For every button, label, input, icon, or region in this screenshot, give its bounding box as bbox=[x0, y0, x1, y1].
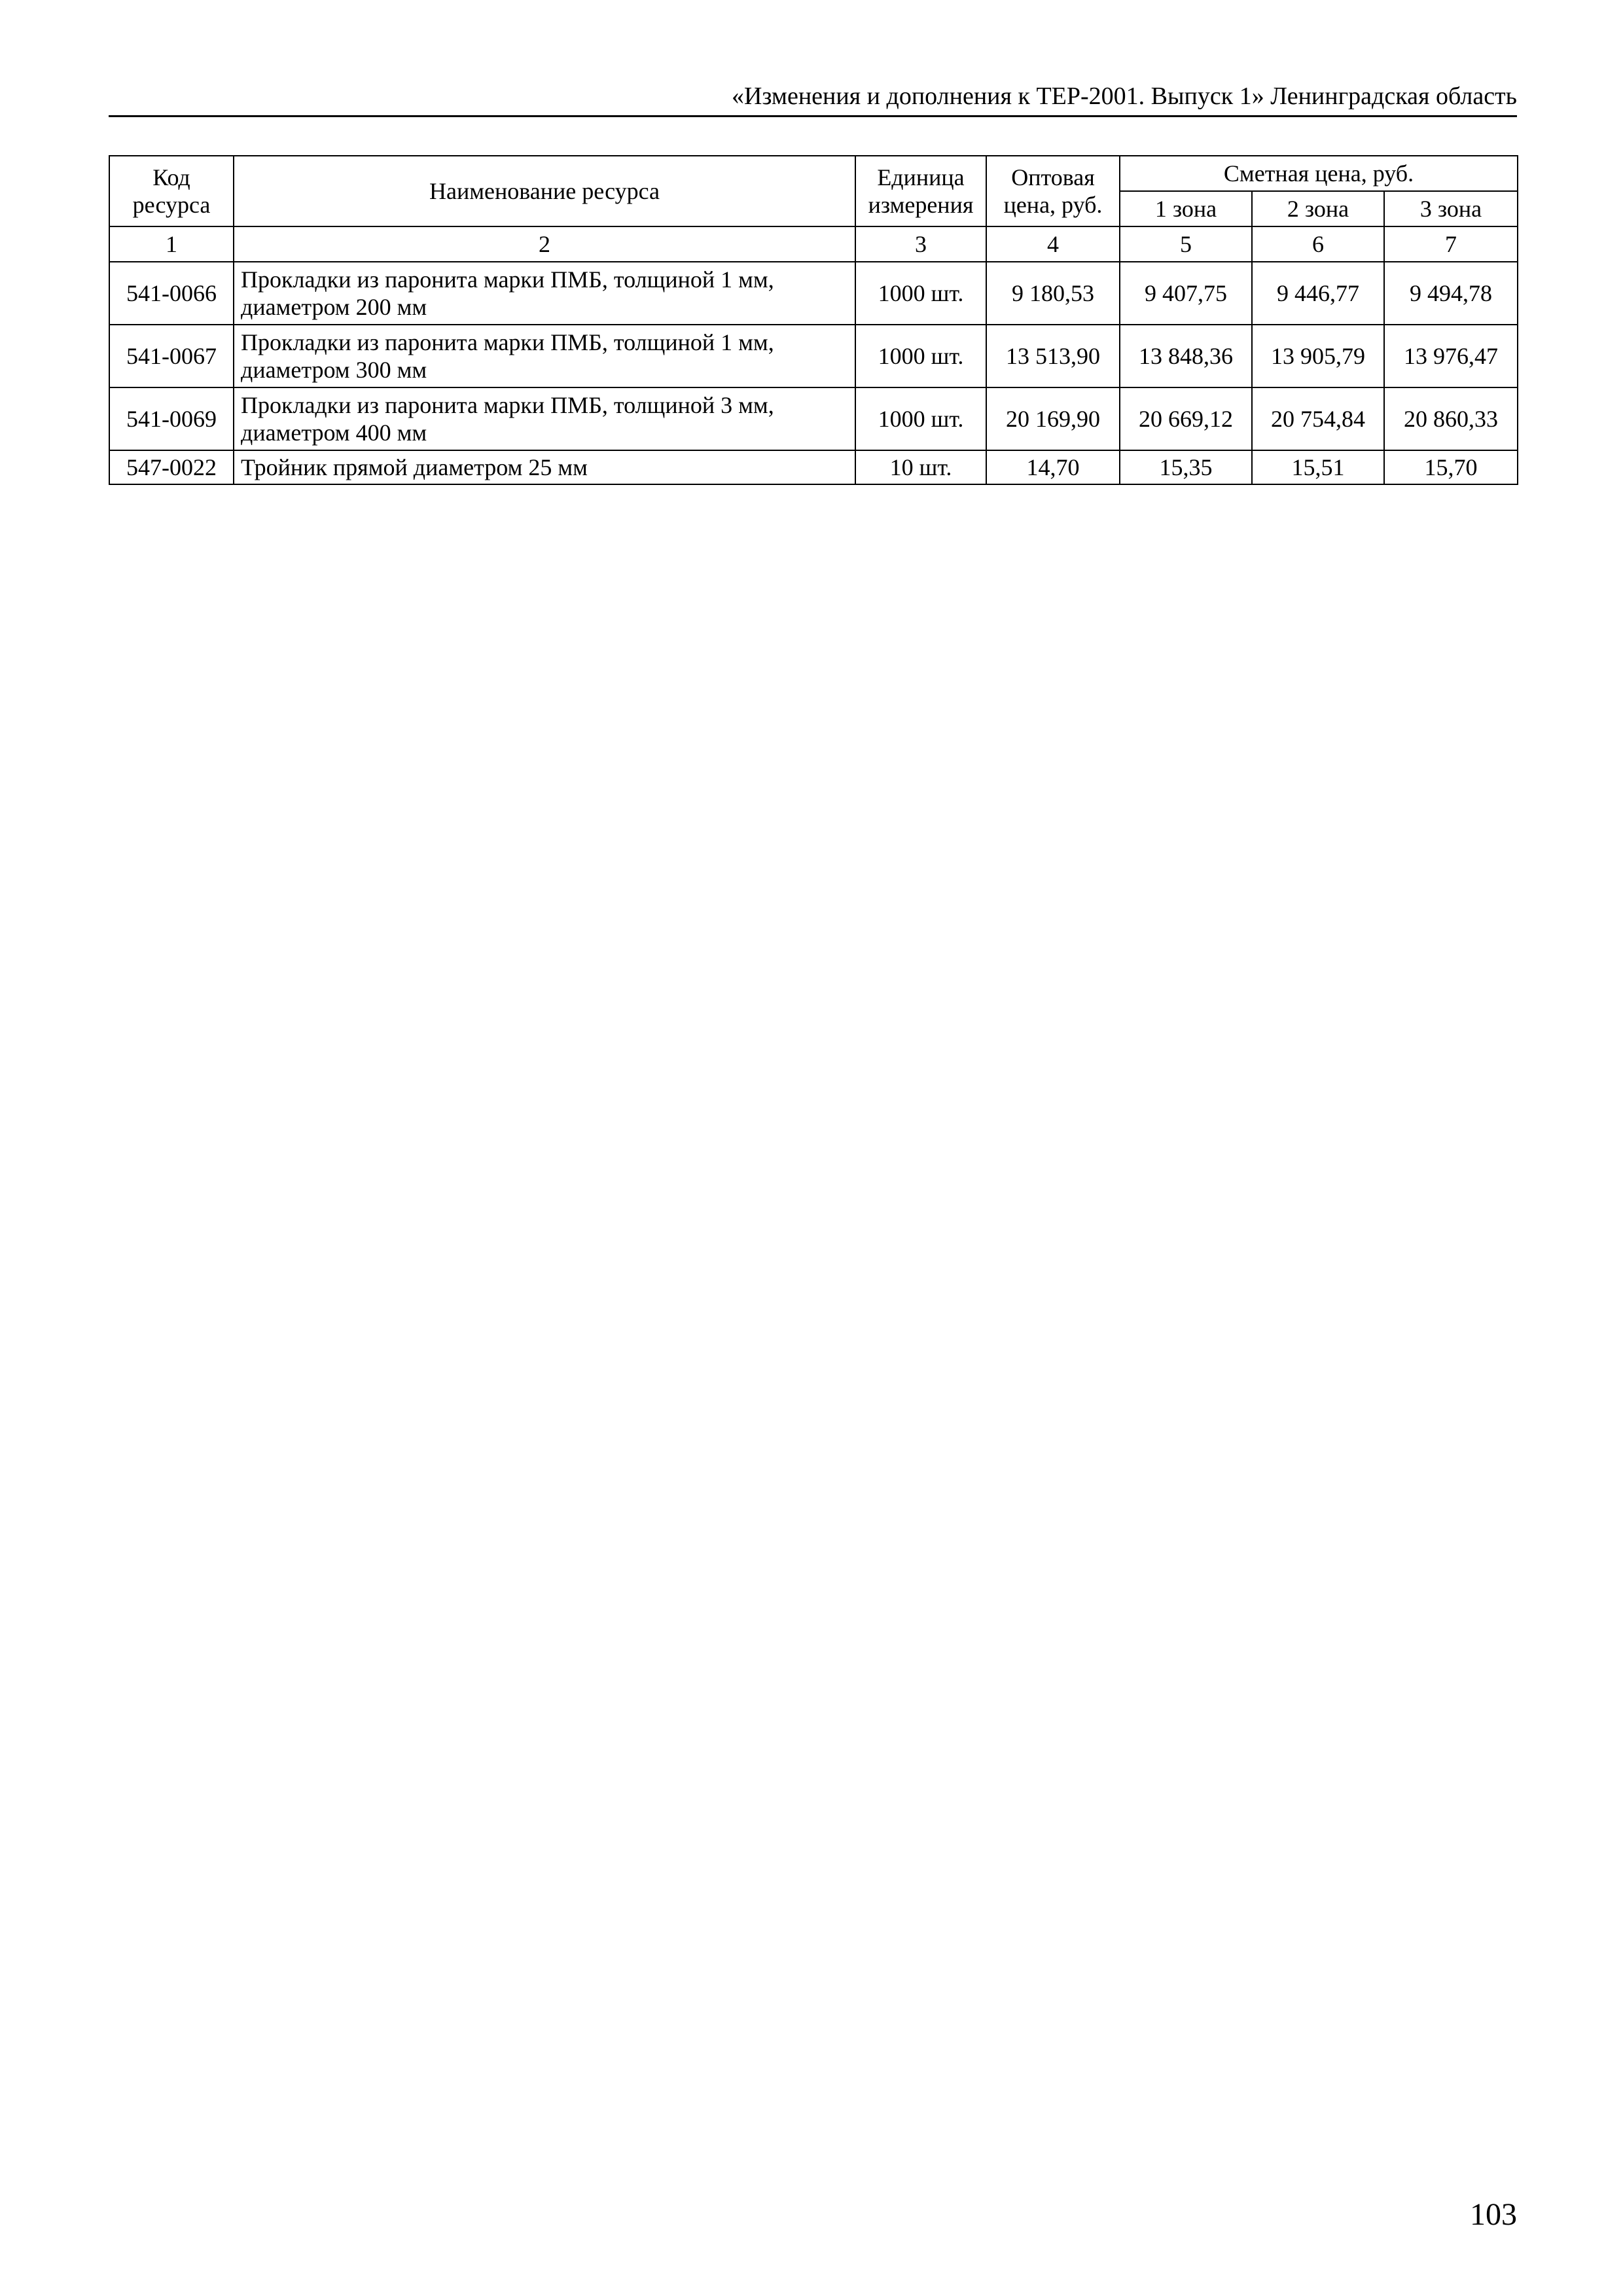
cell-unit: 1000 шт. bbox=[855, 262, 986, 325]
resource-price-table bbox=[109, 155, 1518, 485]
running-header: «Изменения и дополнения к ТЕР-2001. Выпуск 1» Ленинградская область bbox=[109, 81, 1517, 117]
cell-code: 541-0067 bbox=[109, 325, 234, 387]
cell-wholesale: 13 513,90 bbox=[986, 325, 1120, 387]
table-row bbox=[109, 325, 1518, 387]
cell-code: 541-0066 bbox=[109, 262, 234, 325]
cell-zone1: 13 848,36 bbox=[1120, 325, 1252, 387]
col-number: 6 bbox=[1252, 226, 1384, 262]
page-number: 103 bbox=[1470, 2197, 1517, 2232]
cell-name: Тройник прямой диаметром 25 мм bbox=[234, 450, 855, 484]
cell-code: 541-0069 bbox=[109, 387, 234, 450]
table-header-row bbox=[109, 156, 1518, 191]
table-row bbox=[109, 262, 1518, 325]
cell-zone1: 9 407,75 bbox=[1120, 262, 1252, 325]
cell-zone2: 9 446,77 bbox=[1252, 262, 1384, 325]
col-header-zone3: 3 зона bbox=[1384, 191, 1518, 226]
table-row bbox=[109, 387, 1518, 450]
col-number: 2 bbox=[234, 226, 855, 262]
cell-zone3: 15,70 bbox=[1384, 450, 1518, 484]
cell-zone2: 13 905,79 bbox=[1252, 325, 1384, 387]
col-number: 7 bbox=[1384, 226, 1518, 262]
col-header-name: Наименование ресурса bbox=[234, 156, 855, 226]
col-number: 3 bbox=[855, 226, 986, 262]
cell-unit: 1000 шт. bbox=[855, 387, 986, 450]
cell-wholesale: 14,70 bbox=[986, 450, 1120, 484]
cell-name: Прокладки из паронита марки ПМБ, толщиной 3 мм, диаметром 400 мм bbox=[234, 387, 855, 450]
cell-name: Прокладки из паронита марки ПМБ, толщиной 1 мм, диаметром 200 мм bbox=[234, 262, 855, 325]
cell-zone2: 15,51 bbox=[1252, 450, 1384, 484]
cell-zone1: 20 669,12 bbox=[1120, 387, 1252, 450]
table-row bbox=[109, 450, 1518, 484]
cell-zone3: 9 494,78 bbox=[1384, 262, 1518, 325]
col-number: 4 bbox=[986, 226, 1120, 262]
cell-unit: 10 шт. bbox=[855, 450, 986, 484]
cell-wholesale: 9 180,53 bbox=[986, 262, 1120, 325]
col-number: 5 bbox=[1120, 226, 1252, 262]
cell-zone2: 20 754,84 bbox=[1252, 387, 1384, 450]
col-header-wholesale: Оптовая цена, руб. bbox=[986, 156, 1120, 226]
cell-code: 547-0022 bbox=[109, 450, 234, 484]
col-header-code: Код ресурса bbox=[109, 156, 234, 226]
column-number-row bbox=[109, 226, 1518, 262]
cell-zone1: 15,35 bbox=[1120, 450, 1252, 484]
col-header-estimate: Сметная цена, руб. bbox=[1120, 156, 1518, 191]
cell-wholesale: 20 169,90 bbox=[986, 387, 1120, 450]
col-header-unit: Единица измерения bbox=[855, 156, 986, 226]
cell-zone3: 20 860,33 bbox=[1384, 387, 1518, 450]
cell-unit: 1000 шт. bbox=[855, 325, 986, 387]
col-header-zone1: 1 зона bbox=[1120, 191, 1252, 226]
cell-zone3: 13 976,47 bbox=[1384, 325, 1518, 387]
col-number: 1 bbox=[109, 226, 234, 262]
cell-name: Прокладки из паронита марки ПМБ, толщиной 1 мм, диаметром 300 мм bbox=[234, 325, 855, 387]
col-header-zone2: 2 зона bbox=[1252, 191, 1384, 226]
